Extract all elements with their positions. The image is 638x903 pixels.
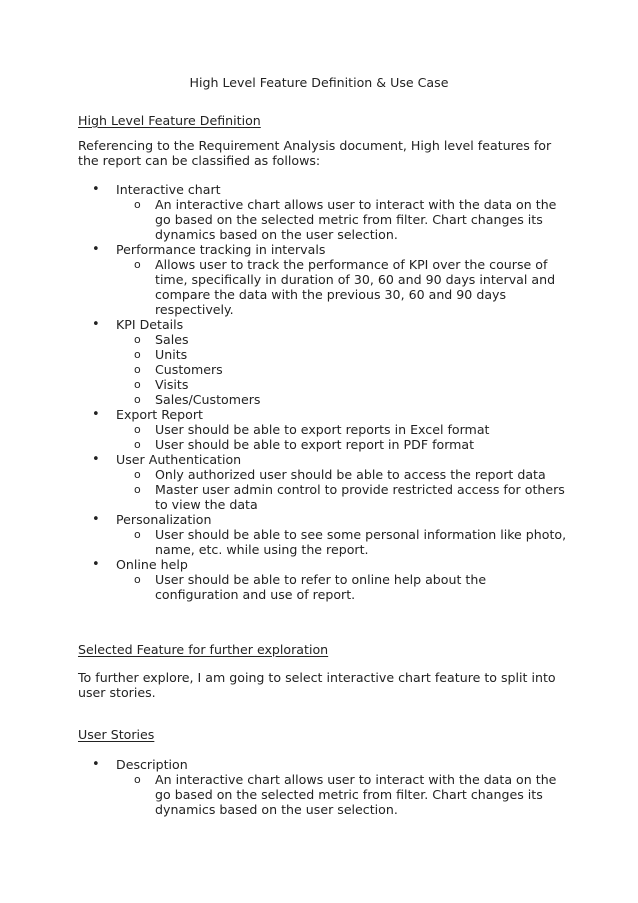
feature-detail: o Master user admin control to provide restricted access for others to view the data bbox=[116, 482, 568, 512]
feature-label: Performance tracking in intervals bbox=[116, 242, 326, 257]
feature-detail: o User should be able to export reports in Excel format bbox=[116, 422, 568, 437]
feature-detail: o Allows user to track the performance of KPI over the course of time, specifically in duration of 30, 60 and 90 days interval and compare the data with the previous 30, 60 and 90 days respectively. bbox=[116, 257, 568, 317]
feature-details bbox=[116, 197, 568, 242]
user-story-details bbox=[116, 772, 568, 817]
user-story-list bbox=[78, 757, 568, 817]
feature-label: KPI Details bbox=[116, 317, 184, 332]
feature-detail: o Visits bbox=[116, 377, 568, 392]
feature-label: Online help bbox=[116, 557, 188, 572]
feature-details bbox=[116, 422, 568, 452]
feature-list bbox=[78, 182, 568, 602]
feature-item bbox=[78, 182, 568, 242]
feature-detail: o Units bbox=[116, 347, 568, 362]
section-heading-feature-definition: High Level Feature Definition bbox=[78, 113, 261, 128]
selected-feature-paragraph bbox=[78, 670, 568, 700]
feature-details bbox=[116, 257, 568, 317]
user-story-label: Description bbox=[116, 757, 188, 772]
section-heading-selected-feature: Selected Feature for further exploration bbox=[78, 642, 329, 657]
feature-item bbox=[78, 512, 568, 557]
feature-item bbox=[78, 452, 568, 512]
feature-item bbox=[78, 317, 568, 407]
user-story-detail: o An interactive chart allows user to interact with the data on the go based on the selected metric from filter. Chart changes its dynamics based on the user selection. bbox=[116, 772, 568, 817]
feature-detail: o Customers bbox=[116, 362, 568, 377]
feature-detail: o Only authorized user should be able to access the report data bbox=[116, 467, 568, 482]
feature-details bbox=[116, 467, 568, 512]
feature-detail: o An interactive chart allows user to interact with the data on the go based on the selected metric from filter. Chart changes its dynamics based on the user selection. bbox=[116, 197, 568, 242]
feature-detail: o User should be able to export report in PDF format bbox=[116, 437, 568, 452]
user-story-item bbox=[78, 757, 568, 817]
feature-details bbox=[116, 527, 568, 557]
feature-item bbox=[78, 557, 568, 602]
selected-feature-text-after: feature to split into user stories. bbox=[78, 670, 556, 700]
feature-label: Interactive chart bbox=[116, 182, 221, 197]
feature-label: Export Report bbox=[116, 407, 203, 422]
section-heading-user-stories: User Stories bbox=[78, 727, 155, 742]
feature-detail: o Sales/Customers bbox=[116, 392, 568, 407]
feature-detail: o User should be able to see some personal information like photo, name, etc. while using the report. bbox=[116, 527, 568, 557]
feature-detail: o User should be able to refer to online help about the configuration and use of report. bbox=[116, 572, 568, 602]
feature-label: Personalization bbox=[116, 512, 212, 527]
feature-details bbox=[116, 332, 568, 407]
feature-label: User Authentication bbox=[116, 452, 242, 467]
page-title: High Level Feature Definition & Use Case bbox=[189, 75, 449, 90]
feature-detail: o Sales bbox=[116, 332, 568, 347]
feature-details bbox=[116, 572, 568, 602]
intro-paragraph: Referencing to the Requirement Analysis document, High level features for the report can be classified as follows: bbox=[78, 138, 552, 168]
feature-item bbox=[78, 407, 568, 452]
selected-feature-text-before: To further explore, I am going to select bbox=[78, 670, 327, 685]
selected-feature-highlight: interactive chart bbox=[326, 670, 431, 685]
feature-item bbox=[78, 242, 568, 317]
